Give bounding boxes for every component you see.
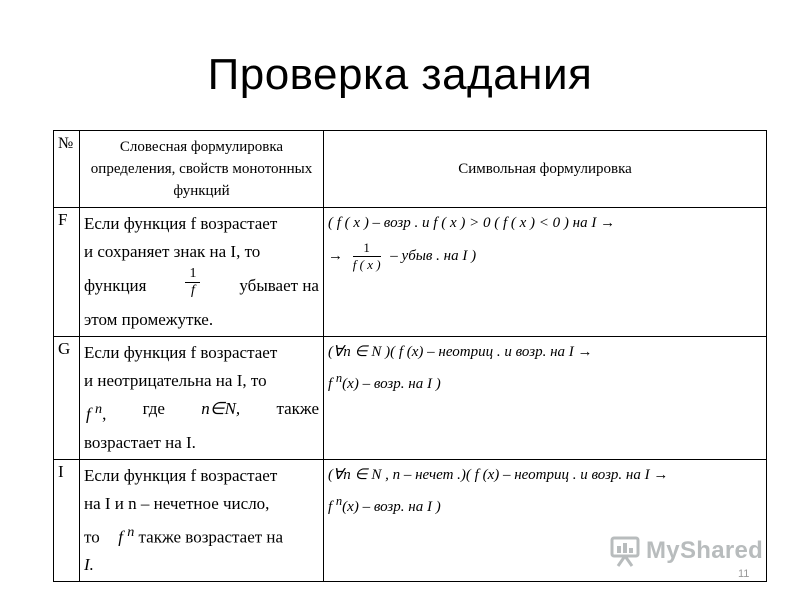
slide-title: Проверка задания	[207, 50, 593, 99]
row-text	[80, 337, 324, 460]
text-line: I.	[84, 555, 94, 575]
text-line: этом промежутке.	[84, 310, 214, 329]
row-text	[80, 459, 324, 582]
text-line	[84, 518, 319, 552]
sym-line: (∀n ∈ N )( f (x) – неотриц . и возр. на I →	[328, 344, 593, 360]
sym-part: (x) – возр. на I )	[342, 498, 441, 515]
fraction-denominator: f	[190, 283, 195, 298]
text-word: то	[84, 527, 100, 547]
table-row	[54, 337, 767, 460]
header-num: №	[54, 131, 80, 208]
myshared-logo[interactable]	[608, 534, 763, 568]
text-word: n	[94, 401, 103, 417]
text-word: n∈N,	[201, 399, 241, 418]
header-text: Словесная формулировка определения, свойств монотонных функций	[80, 131, 324, 208]
logo-text: MyShared	[646, 537, 764, 564]
text-word: также	[276, 399, 319, 418]
sym-part: f	[328, 498, 336, 515]
text-line: Если функция f возрастает	[84, 343, 278, 362]
text-line	[84, 395, 319, 429]
sym-line	[328, 488, 762, 520]
text-line: и неотрицательна на I, то	[84, 371, 267, 390]
page-number: 11	[738, 568, 750, 580]
sym-line	[328, 365, 762, 397]
text-word: ,	[102, 404, 107, 424]
sym-line	[328, 236, 762, 276]
row-id: G	[54, 337, 80, 460]
sym-part: n	[335, 371, 343, 385]
fraction-numerator: 1	[185, 266, 200, 283]
sym-arrow: →	[328, 248, 343, 264]
presentation-board-icon	[608, 535, 642, 567]
row-id: I	[54, 459, 80, 582]
fraction-one-over-f	[185, 266, 200, 306]
row-sym	[324, 337, 767, 460]
text-word: n	[127, 523, 135, 540]
table-row	[54, 208, 767, 337]
table-header-row	[54, 131, 767, 208]
check-table	[53, 130, 767, 582]
sym-line: (∀n ∈ N , n – нечет .)( f (x) – неотриц . и возр. на I →	[328, 466, 669, 483]
text-line: возрастает на I.	[84, 432, 196, 452]
sym-part: (x) – возр. на I )	[342, 376, 441, 392]
text-line: Если функция f возрастает	[84, 465, 278, 485]
sym-part: n	[335, 493, 343, 508]
fraction-numerator: 1	[353, 240, 381, 257]
row-text	[80, 208, 324, 337]
text-line: Если функция f возрастает	[84, 214, 278, 233]
fraction-denominator: f ( x )	[352, 257, 381, 273]
text-word: f	[118, 527, 128, 547]
text-line: на I и n – нечетное число,	[84, 493, 270, 513]
sym-tail: – убыв . на I )	[390, 248, 477, 264]
power-expression	[84, 395, 106, 429]
row-sym	[324, 208, 767, 337]
text-word: убывает на	[239, 276, 319, 295]
fraction-one-over-fx	[353, 240, 381, 273]
text-word: где	[142, 399, 165, 418]
sym-line: ( f ( x ) – возр . и f ( x ) > 0 ( f ( x ) < 0 ) на I →	[328, 215, 616, 231]
text-word: f	[86, 404, 95, 424]
row-id: F	[54, 208, 80, 337]
header-sym: Символьная формулировка	[324, 131, 767, 208]
text-line	[84, 266, 319, 306]
text-word: также возрастает на	[138, 527, 284, 547]
sym-part: f	[328, 376, 336, 392]
text-word: функция	[84, 276, 147, 295]
text-line: и сохраняет знак на I, то	[84, 242, 261, 261]
